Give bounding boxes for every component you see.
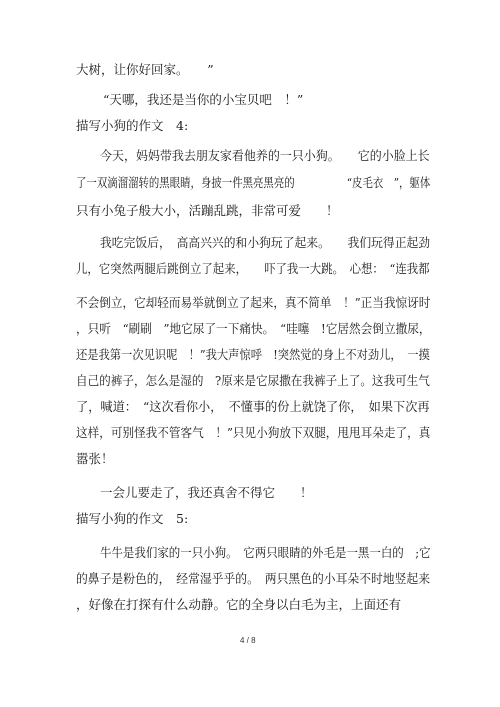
text-line: 大树，让你好回家。 ”	[76, 62, 214, 77]
text-line: 牛牛是我们家的一只小狗。 它两只眼睛的外毛是一黑一白的 ;它	[100, 545, 431, 560]
text-line: 儿，它突然两腿后跳倒立了起来， 吓了我一大跳。 心想： “连我都	[76, 261, 430, 276]
text-line: 这样，可别怪我不管客气 ！”只见小狗放下双腿，甩甩耳朵走了，真	[76, 425, 431, 440]
section-heading: 描写小狗的作文 4:	[76, 118, 189, 133]
text-line: 还是我第一次见识呢 ！”我大声惊呼 !突然觉的身上不对劲儿， 一摸	[76, 347, 430, 362]
text-line: 今天，妈妈带我去朋友家看他养的一只小狗。 它的小脸上长	[100, 148, 430, 163]
text-line: 自己的裤子，怎么是湿的 ?原来是它尿撒在我裤子上了。这我可生气	[76, 373, 430, 388]
text-line: “天哪，我还是当你的小宝贝吧 ！”	[103, 92, 304, 107]
text-line: 的鼻子是粉色的， 经常湿乎乎的。 两只黑色的小耳朵不时地竖起来	[76, 571, 431, 586]
text-line: 了一双滴溜溜转的黑眼睛，身披一件黑亮黑亮的 “皮毛衣 ”，躯体	[76, 175, 431, 190]
text-line: 嚣张！	[76, 451, 114, 466]
text-line: 只有小兔子般大小，活蹦乱跳，非常可爱 ！	[76, 203, 339, 218]
text-line: 我吃完饭后， 高高兴兴的和小狗玩了起来。 我们玩得正起劲	[100, 235, 431, 250]
section-heading: 描写小狗的作文 5:	[76, 511, 189, 526]
page-number: 4 / 8	[240, 636, 256, 645]
text-line: ，只听 “刷刷 ”地它尿了一下痛快。 “哇噻 !它居然会倒立撒尿，	[76, 321, 431, 336]
text-line: 一会儿要走了，我还真舍不得它 ！	[100, 485, 313, 500]
text-line: 了，喊道： “这次看你小， 不懂事的份上就饶了你， 如果下次再	[76, 399, 430, 414]
text-line: 不会倒立，它却轻而易举就倒立了起来，真不简单 ！”正当我惊讶时	[76, 295, 431, 310]
text-line: ，好像在打探有什么动静。它的全身以白毛为主，上面还有	[76, 597, 402, 612]
